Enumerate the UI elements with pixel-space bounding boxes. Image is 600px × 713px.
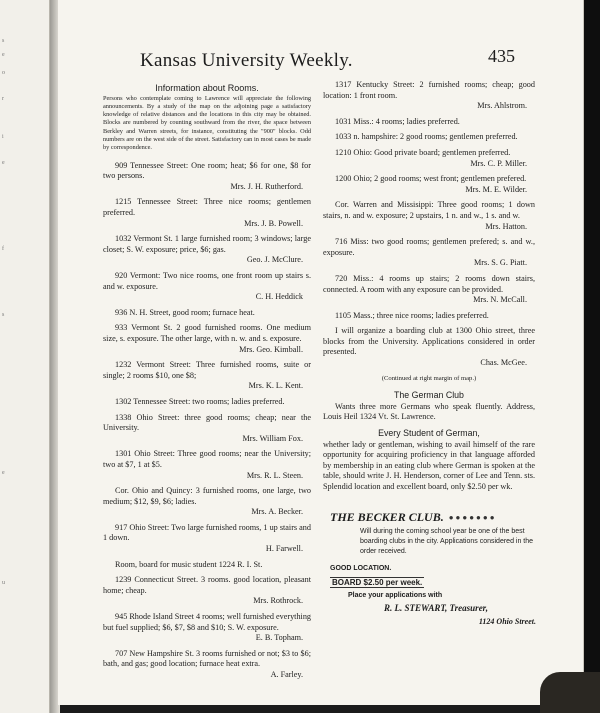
room-listing (103, 360, 311, 392)
left-page-mark: e (2, 470, 5, 476)
left-entry-list (103, 161, 311, 681)
room-listing (103, 323, 311, 355)
rooms-intro: Persons who contemplate coming to Lawrence will appreciate the following announcements. By a study of the map on the adjoining page a satisfactory knowledge of relative distances and the locations in this city may be obtained. Blocks are numbered by counting southward from the river, the space between Berkley and Warren streets, for instance, constituting the "900" blocks. Odd numbers are on the west side of the street. Satisfactory can in most cases be made by correspondence. (103, 94, 311, 152)
room-listing-text: 933 Vermont St. 2 good furnished rooms. One medium size, s. exposure. The other large, with n. w. and s. exposure. (103, 323, 311, 343)
ad-board-price: BOARD $2.50 per week. (332, 578, 423, 587)
room-listing-signature: Mrs. N. McCall. (473, 295, 527, 305)
room-listing-text: 945 Rhode Island Street 4 rooms; well furnished everything but fuel supplied; $6, $7, $8 and $10; S. W. exposure. (103, 612, 312, 632)
ad-street: 1124 Ohio Street. (478, 617, 536, 626)
room-listing-signature: Mrs. C. P. Miller. (470, 158, 527, 168)
ad-ornament: ●●●●●●● (448, 513, 497, 522)
left-page-mark: u (2, 580, 5, 586)
german-student-body: whether lady or gentleman, wishing to avail himself of the rare opportunity for acquiring proficiency in that language afforded by membership in an eating club where German is spoken at the table, should write J. H. Henderson, corner of Lee and Tenn. sts. Splendid location and excellent board, only $2.50 per wk. (323, 439, 535, 491)
room-listing-signature: C. H. Heddick (255, 292, 303, 302)
left-page-mark: e (2, 160, 5, 166)
room-listing-text: 1210 Ohio: Good private board; gentlemen preferred. (335, 147, 511, 157)
room-listing (323, 174, 535, 195)
room-listing-text: 1032 Vermont St. 1 large furnished room; 3 windows; large closet; S. W. exposure; price, $6; gas. (103, 234, 311, 254)
page-number: 435 (488, 46, 515, 66)
page-edge-shadow (584, 0, 600, 713)
german-club-heading: The German Club (394, 390, 464, 401)
room-listing-signature: Mrs. J. H. Rutherford. (230, 181, 303, 191)
room-listing-text: 917 Ohio Street: Two large furnished rooms, 1 up stairs and 1 down. (103, 522, 311, 543)
german-student-heading: Every Student of German, (378, 428, 480, 439)
room-listing (103, 449, 311, 481)
room-listing (323, 311, 535, 322)
room-listing-text: Room, board for music student 1224 R. I. St. (115, 559, 263, 569)
room-listing (103, 523, 311, 555)
left-page-mark: i (2, 134, 4, 140)
room-listing (323, 274, 535, 306)
room-listing (103, 397, 311, 408)
room-listing-text: 936 N. H. Street, good room; furnace heat. (115, 307, 255, 317)
room-listing-text: 1215 Tennessee Street: Three nice rooms; gentlemen preferred. (103, 197, 311, 218)
ad-treasurer: R. L. STEWART, Treasurer, (384, 603, 488, 613)
room-listing-text: Cor. Warren and Missisippi: Three good rooms; 1 down stairs, n. and w. exposure; 2 upstairs, 1 n. and w., 1 s. and w. (323, 200, 535, 220)
room-listing (103, 161, 311, 193)
ad-apply-text: Place your applications with (348, 592, 443, 599)
room-listing (103, 560, 311, 571)
ad-title: THE BECKER CLUB. (330, 510, 444, 524)
rooms-heading: Information about Rooms. (155, 83, 259, 93)
room-listing (103, 234, 311, 266)
room-listing-text: 909 Tennessee Street: One room; heat; $6 for one, $8 for two persons. (103, 160, 311, 181)
room-listing-signature: Chas. McGee. (480, 358, 527, 368)
ad-body: Will during the coming school year be one of the best boarding clubs in the city. Applications considered in the order received. (360, 528, 534, 555)
room-listing-text: 716 Miss: two good rooms; gentlemen prefered; s. and w., exposure. (323, 237, 535, 257)
room-listing-signature: Mrs. R. L. Steen. (246, 470, 303, 480)
german-club-text: Wants three more Germans who speak fluently. Address, Louis Heil 1324 Vt. St. Lawrence. (323, 401, 535, 422)
room-listing-text: 1317 Kentucky Street: 2 furnished rooms; cheap; good location: 1 front room. (323, 80, 535, 100)
room-listing-text: I will organize a boarding club at 1300 Ohio street, three blocks from the University. Applications considered in order presented. (323, 326, 535, 357)
room-listing-signature: Geo. J. McClure. (246, 255, 303, 265)
left-page-mark: s (2, 38, 5, 44)
room-listing-signature: Mrs. J. B. Powell. (244, 218, 303, 228)
room-listing (323, 326, 535, 368)
left-page-mark: s (2, 312, 5, 318)
left-page-mark: e (2, 52, 5, 58)
becker-club-ad (330, 510, 540, 626)
room-listing-text: 1105 Mass.; three nice rooms; ladies preferred. (335, 310, 489, 320)
room-listing-signature: A. Farley. (270, 670, 303, 680)
running-head: Kansas University Weekly. (140, 50, 353, 71)
room-listing-text: 1031 Miss.: 4 rooms; ladies preferred. (335, 116, 460, 126)
room-listing (323, 132, 535, 143)
left-page-mark: r (2, 96, 4, 102)
left-column (103, 83, 311, 686)
room-listing-text: Cor. Ohio and Quincy: 3 furnished rooms, one large, two medium; $12, $9, $6; ladies. (103, 486, 311, 506)
room-listing (103, 486, 311, 518)
room-listing-signature: Mrs. Geo. Kimball. (239, 344, 303, 354)
room-listing (103, 649, 311, 681)
room-listing-text: 707 New Hampshire St. 3 rooms furnished or not; $3 to $6; bath, and gas; good location; furnace heat extra. (103, 648, 311, 669)
scan-corner-shadow (540, 672, 600, 713)
left-page-edge (0, 0, 50, 713)
room-listing-signature: Mrs. K. L. Kent. (248, 381, 303, 391)
room-listing-text: 1232 Vermont Street: Three furnished rooms, suite or single; 2 rooms $10, one $8; (103, 360, 311, 380)
room-listing-signature: Mrs. Rothrock. (253, 596, 303, 606)
room-listing (103, 612, 311, 644)
room-listing-text: 1302 Tennessee Street: two rooms; ladies preferred. (115, 396, 285, 406)
room-listing-signature: Mrs. S. G. Piatt. (474, 258, 527, 268)
room-listing-signature: Mrs. Hatton. (485, 221, 527, 231)
room-listing-text: 1200 Ohio; 2 good rooms; west front; gentlemen prefered. (335, 174, 527, 184)
room-listing-text: 720 Miss.: 4 rooms up stairs; 2 rooms down stairs, connected. A room with any exposure can be provided. (323, 273, 535, 294)
left-page-mark: o (2, 70, 5, 76)
room-listing (103, 413, 311, 445)
room-listing-signature: Mrs. Ahlstrom. (477, 101, 527, 111)
room-listing (323, 80, 535, 112)
room-listing (103, 575, 311, 607)
room-listing-signature: E. B. Topham. (255, 633, 303, 643)
left-page-mark: f (2, 246, 4, 252)
ad-title-row (330, 510, 540, 525)
room-listing (323, 148, 535, 169)
room-listing (103, 308, 311, 319)
room-listing-signature: Mrs. William Fox. (242, 433, 303, 443)
ad-location: GOOD LOCATION. (330, 565, 392, 572)
room-listing (323, 200, 535, 232)
room-listing-text: 1239 Connecticut Street. 3 rooms. good location, pleasant home; cheap. (103, 575, 311, 595)
room-listing-text: 1338 Ohio Street: three good rooms; cheap; near the University. (103, 412, 311, 433)
right-entry-list (323, 80, 535, 369)
room-listing (103, 197, 311, 229)
room-listing (103, 271, 311, 303)
continued-note: (Continued at right margin of map.) (381, 374, 477, 382)
room-listing (323, 237, 535, 269)
right-column (323, 80, 535, 498)
room-listing-text: 920 Vermont: Two nice rooms, one front room up stairs s. and w. exposure. (103, 271, 311, 291)
room-listing-signature: Mrs. M. E. Wilder. (465, 184, 527, 194)
room-listing-text: 1033 n. hampshire: 2 good rooms; gentlemen preferred. (335, 132, 518, 142)
room-listing-text: 1301 Ohio Street: Three good rooms; near the University; two at $7, 1 at $5. (103, 449, 311, 469)
room-listing-signature: Mrs. A. Becker. (251, 507, 303, 517)
room-listing (323, 117, 535, 128)
room-listing-signature: H. Farwell. (265, 544, 303, 554)
